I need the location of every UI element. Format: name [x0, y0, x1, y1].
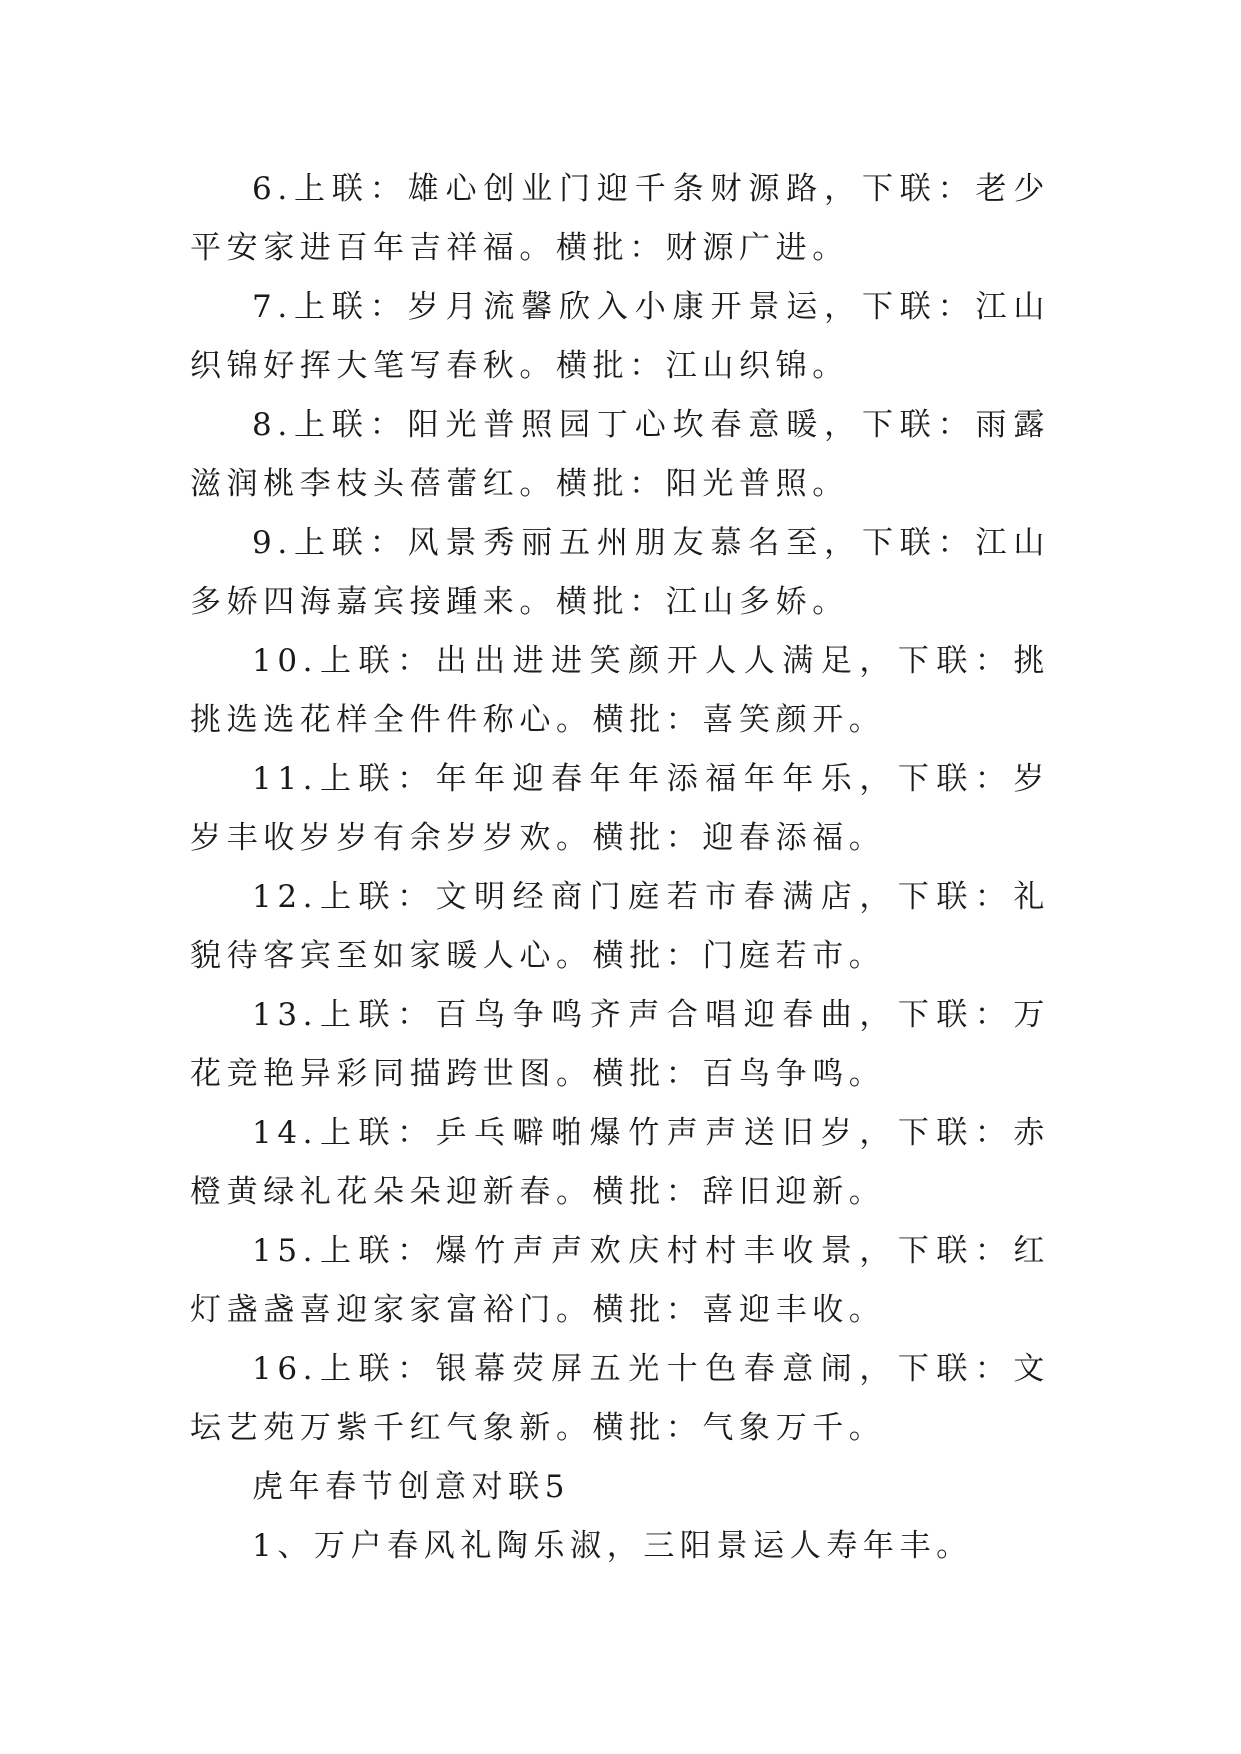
couplet-paragraph: 1、万户春风礼陶乐淑，三阳景运人寿年丰。 [252, 1528, 973, 1564]
couplet-paragraph: 12.上联：文明经商门庭若市春满店，下联：礼貌待客宾至如家暖人心。横批：门庭若市。 [190, 879, 1050, 974]
couplet-paragraph: 15.上联：爆竹声声欢庆村村丰收景，下联：红灯盏盏喜迎家家富裕门。横批：喜迎丰收。 [190, 1233, 1050, 1328]
section-heading: 虎年春节创意对联5 [252, 1469, 571, 1505]
couplet-paragraph: 8.上联：阳光普照园丁心坎春意暖，下联：雨露滋润桃李枝头蓓蕾红。横批：阳光普照。 [190, 407, 1050, 502]
couplet-paragraph: 6.上联：雄心创业门迎千条财源路，下联：老少平安家进百年吉祥福。横批：财源广进。 [190, 171, 1050, 266]
couplet-paragraph: 11.上联：年年迎春年年添福年年乐，下联：岁岁丰收岁岁有余岁岁欢。横批：迎春添福。 [190, 761, 1050, 856]
couplet-paragraph: 9.上联：风景秀丽五州朋友慕名至，下联：江山多娇四海嘉宾接踵来。横批：江山多娇。 [190, 525, 1050, 620]
couplet-paragraph: 14.上联：乒乓噼啪爆竹声声送旧岁，下联：赤橙黄绿礼花朵朵迎新春。横批：辞旧迎新。 [190, 1115, 1050, 1210]
couplet-paragraph: 13.上联：百鸟争鸣齐声合唱迎春曲，下联：万花竞艳异彩同描跨世图。横批：百鸟争鸣。 [190, 997, 1050, 1092]
couplet-paragraph: 10.上联：出出进进笑颜开人人满足，下联：挑挑选选花样全件件称心。横批：喜笑颜开。 [190, 643, 1050, 738]
couplet-paragraph: 7.上联：岁月流馨欣入小康开景运，下联：江山织锦好挥大笔写春秋。横批：江山织锦。 [190, 289, 1050, 384]
couplet-paragraph: 16.上联：银幕荧屏五光十色春意闹，下联：文坛艺苑万紫千红气象新。横批：气象万千。 [190, 1351, 1050, 1446]
document-body [190, 160, 1050, 1576]
